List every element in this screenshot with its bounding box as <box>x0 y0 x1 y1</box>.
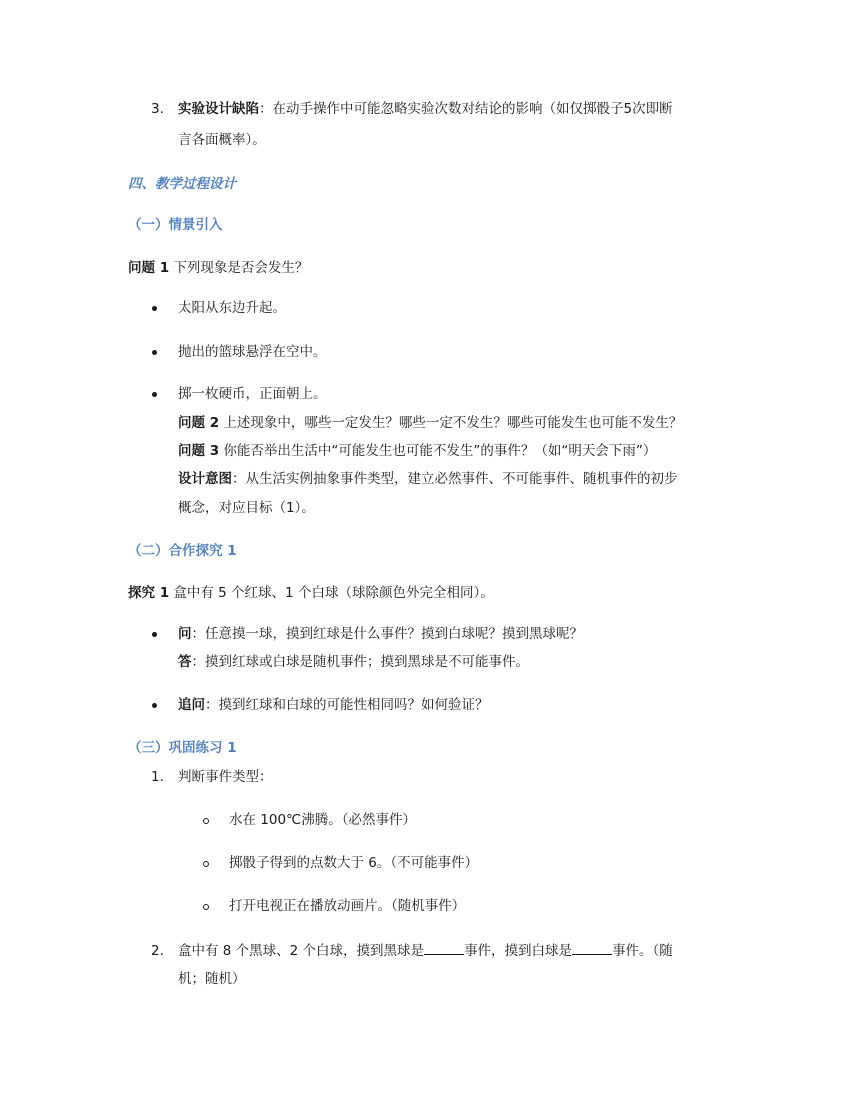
exercise-text: 事件，摸到白球是 <box>464 943 573 959</box>
sub-item: 掷骰子得到的点数大于 6。（不可能事件） <box>229 855 479 871</box>
list-number: 1. <box>151 769 164 785</box>
bullet-icon <box>152 392 157 397</box>
question-1 <box>128 258 308 278</box>
fill-blank <box>424 942 464 955</box>
section-heading: 四、教学过程设计 <box>128 176 236 192</box>
question-2 <box>178 413 682 433</box>
list-item-text-cont: 言各面概率）。 <box>178 132 266 148</box>
question-label: 问题 1 <box>128 260 170 276</box>
question-text: 下列现象是否会发生？ <box>173 260 309 276</box>
question-text: 上述现象中，哪些一定发生？哪些一定不发生？哪些可能发生也可能不发生？ <box>223 415 683 431</box>
exploration-1 <box>128 583 494 603</box>
design-intent <box>178 469 678 489</box>
bullet-icon <box>152 703 157 708</box>
bullet-icon <box>152 306 157 311</box>
question-3 <box>178 441 656 461</box>
answer-item <box>178 652 529 672</box>
exercise-1: 判断事件类型： <box>178 769 273 785</box>
answer-text: ：摸到红球或白球是随机事件；摸到黑球是不可能事件。 <box>191 654 529 670</box>
subsection-heading: （一）情景引入 <box>128 217 223 233</box>
exercise-text: 盒中有 8 个黑球、2 个白球，摸到黑球是 <box>178 943 425 959</box>
exercise-text: 事件。（随 <box>612 943 673 959</box>
question-label: 问题 2 <box>178 415 220 431</box>
bullet-item: 抛出的篮球悬浮在空中。 <box>178 344 327 360</box>
exploration-text: 盒中有 5 个红球、1 个白球（球除颜色外完全相同）。 <box>173 585 494 601</box>
list-number: 3. <box>151 101 164 117</box>
question-text: 你能否举出生活中“可能发生也可能不发生”的事件？（如“明天会下雨”） <box>223 443 657 459</box>
subsection-heading: （二）合作探究 1 <box>128 543 237 559</box>
follow-up-label: 追问 <box>178 697 205 713</box>
ask-item <box>178 624 583 644</box>
fill-blank <box>572 942 612 955</box>
circle-bullet-icon <box>203 861 209 867</box>
circle-bullet-icon <box>203 904 209 910</box>
exercise-2 <box>178 941 673 961</box>
circle-bullet-icon <box>203 818 209 824</box>
follow-up-item <box>178 695 489 715</box>
intent-text: ：从生活实例抽象事件类型，建立必然事件、不可能事件、随机事件的初步 <box>232 471 678 487</box>
bullet-icon <box>152 350 157 355</box>
list-item-text <box>178 99 673 119</box>
follow-up-text: ：摸到红球和白球的可能性相同吗？如何验证？ <box>205 697 489 713</box>
ask-label: 问 <box>178 626 192 642</box>
list-number: 2. <box>151 943 164 959</box>
exercise-2-cont: 机；随机） <box>178 971 246 987</box>
sub-item: 水在 100℃沸腾。（必然事件） <box>229 812 416 828</box>
intent-label: 设计意图 <box>178 471 232 487</box>
subsection-heading: （三）巩固练习 1 <box>128 740 237 756</box>
item-label: 实验设计缺陷 <box>178 101 259 117</box>
bullet-icon <box>152 632 157 637</box>
design-intent-cont: 概念，对应目标（1）。 <box>178 500 315 516</box>
answer-label: 答 <box>178 654 192 670</box>
ask-text: ：任意摸一球，摸到红球是什么事件？摸到白球呢？摸到黑球呢？ <box>191 626 583 642</box>
sub-item: 打开电视正在播放动画片。（随机事件） <box>229 898 466 914</box>
item-text: ：在动手操作中可能忽略实验次数对结论的影响（如仅掷骰子5次即断 <box>259 101 673 117</box>
bullet-item: 太阳从东边升起。 <box>178 300 286 316</box>
exploration-label: 探究 1 <box>128 585 170 601</box>
question-label: 问题 3 <box>178 443 220 459</box>
bullet-item: 掷一枚硬币，正面朝上。 <box>178 386 327 402</box>
